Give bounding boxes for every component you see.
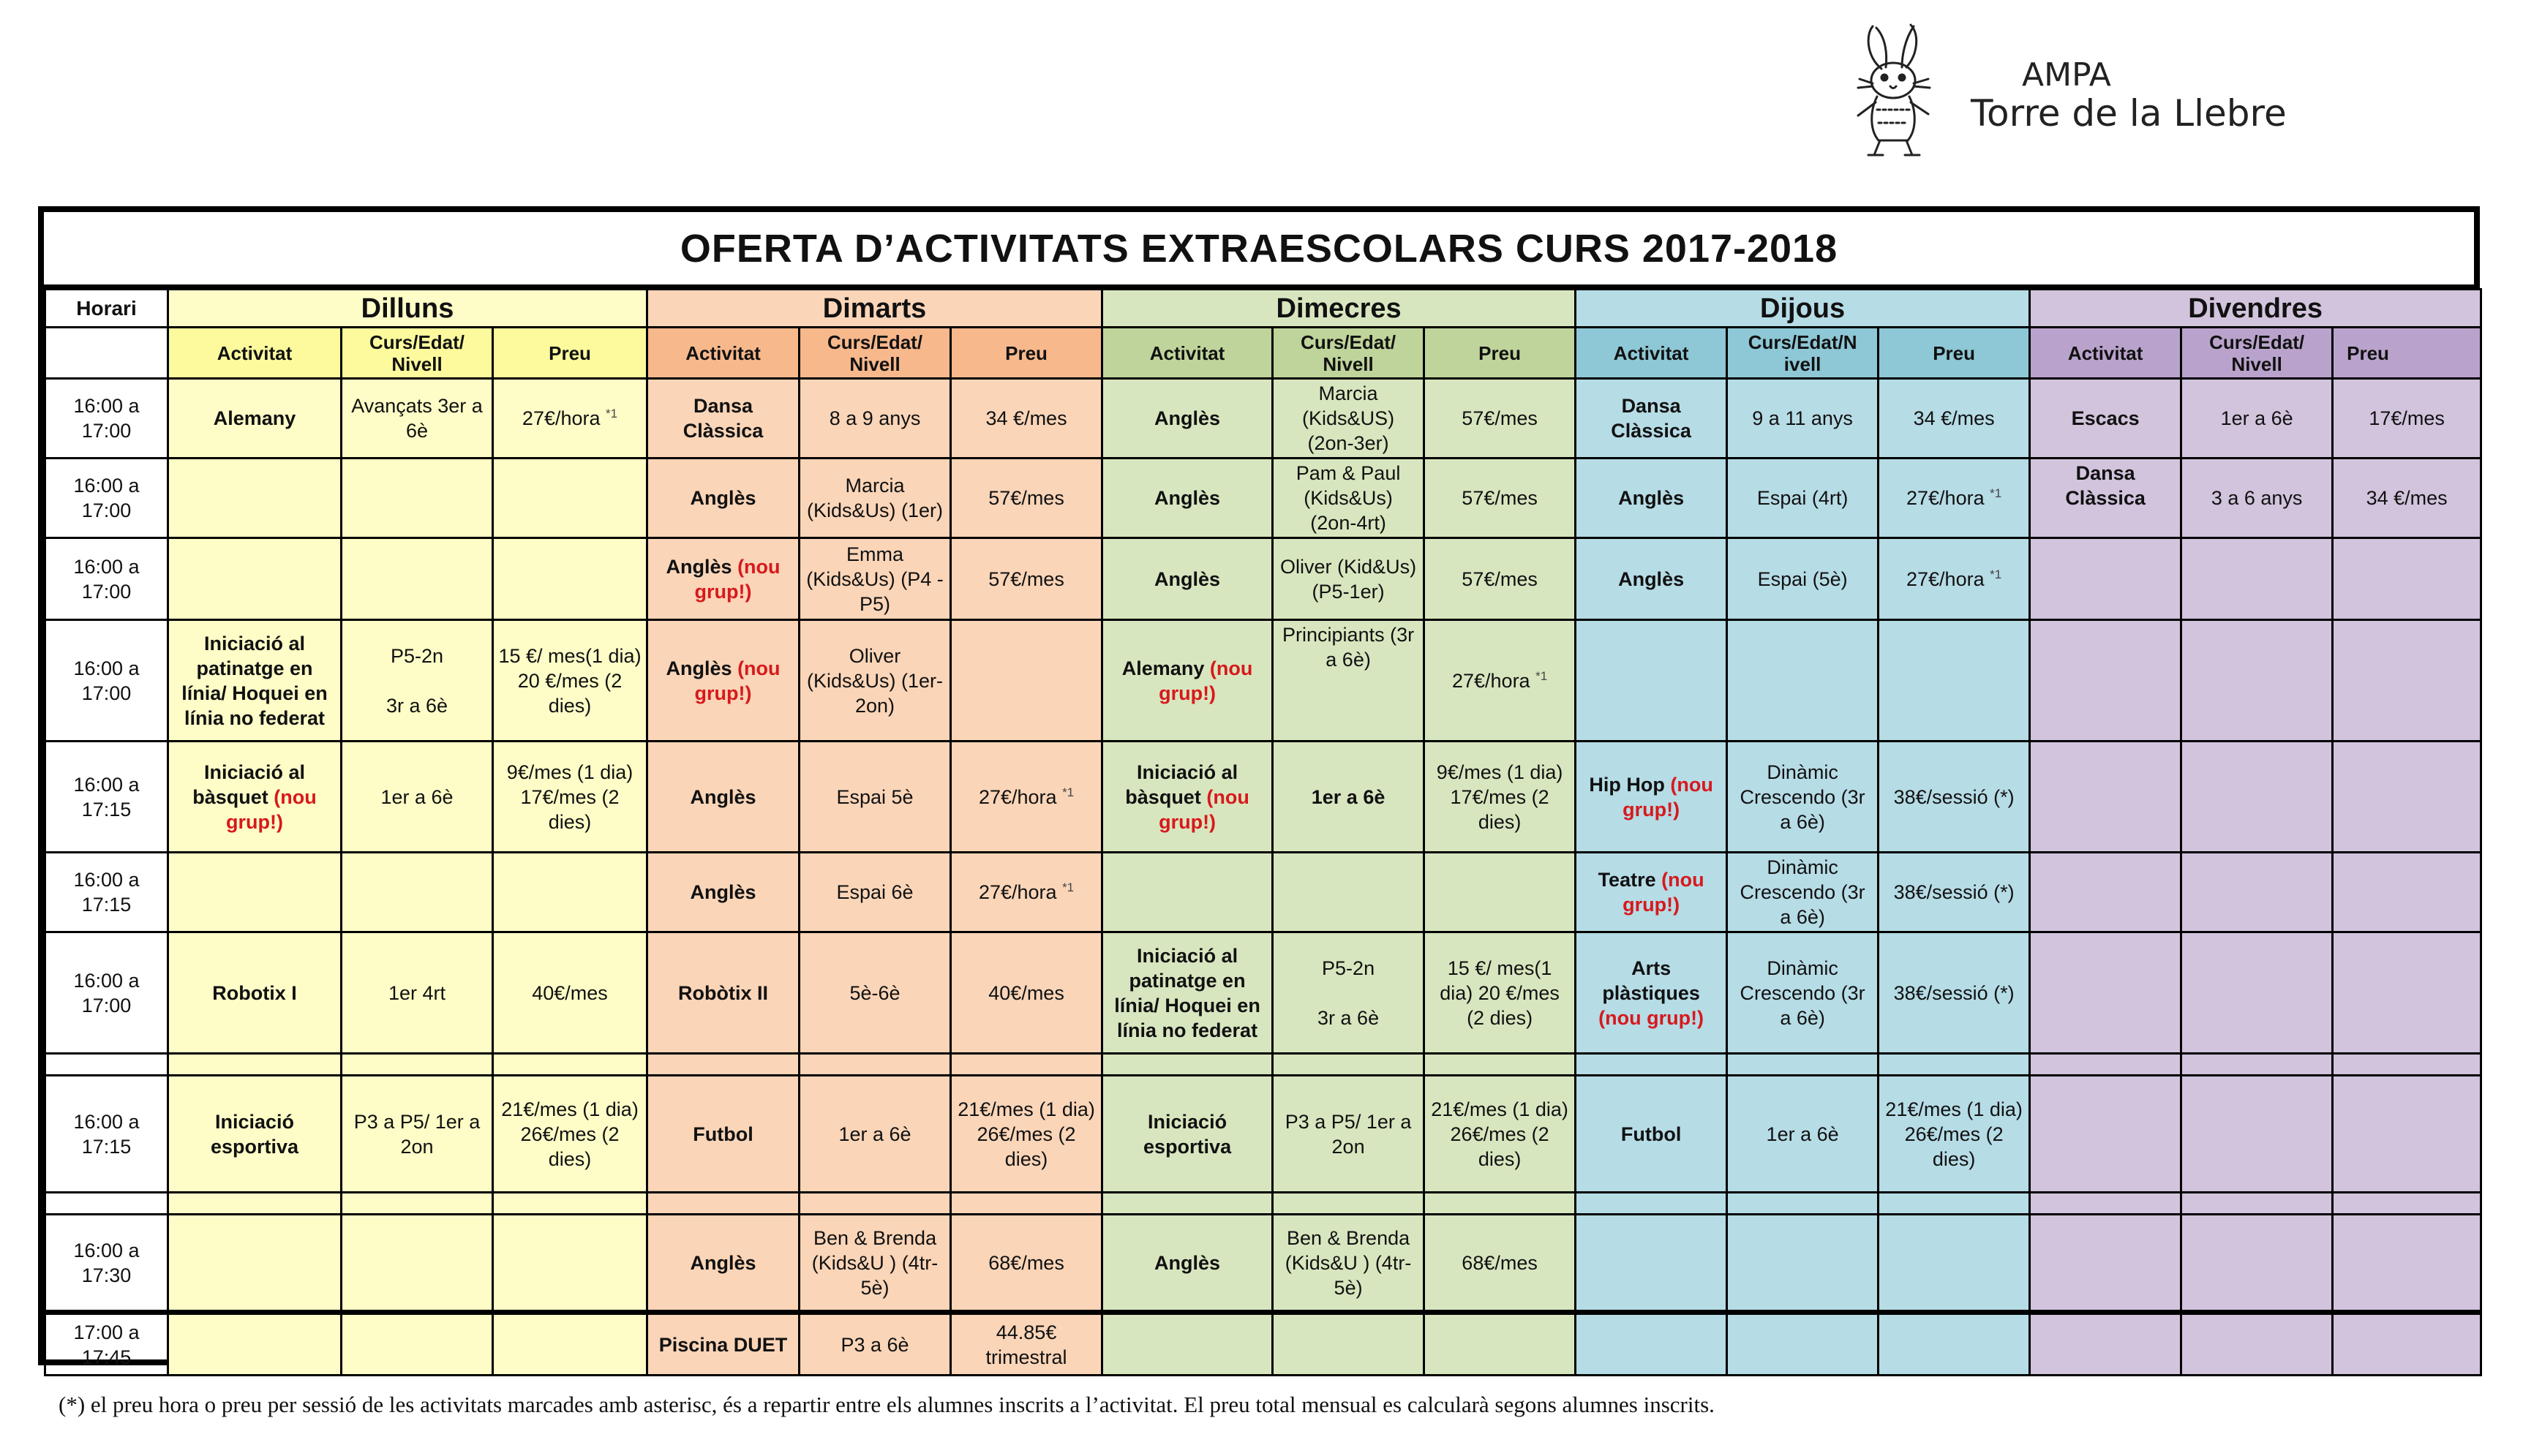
empty-cell (168, 853, 342, 932)
level-cell: Ben & Brenda (Kids&U ) (4tr-5è) (800, 1215, 951, 1313)
empty-cell (168, 538, 342, 620)
price-cell: 57€/mes (951, 538, 1102, 620)
price-text: 27€/hora (1906, 567, 1985, 590)
price-cell: 57€/mes (951, 459, 1102, 538)
empty-cell (647, 1054, 800, 1076)
empty-cell (1273, 1054, 1424, 1076)
empty-cell (1879, 1193, 2030, 1215)
level-cell: Ben & Brenda (Kids&U ) (4tr-5è) (1273, 1215, 1424, 1313)
empty-cell (1273, 853, 1424, 932)
level-cell: Dinàmic Crescendo (3r a 6è) (1727, 932, 1879, 1054)
time-cell: 16:00 a 17:15 (45, 1076, 168, 1193)
empty-cell (342, 1193, 493, 1215)
col-header-preu: Preu (1879, 328, 2030, 379)
empty-cell (493, 1313, 647, 1376)
empty-cell (1727, 1313, 1879, 1376)
day-header-divendres: Divendres (2030, 290, 2481, 328)
level-cell: 9 a 11 anys (1727, 379, 1879, 459)
page-title: OFERTA D’ACTIVITATS EXTRAESCOLARS CURS 2017-2018 (44, 212, 2474, 288)
price-cell: 68€/mes (951, 1215, 1102, 1313)
activity-cell: Iniciació esportiva (168, 1076, 342, 1193)
level-cell: Avançats 3er a 6è (342, 379, 493, 459)
empty-cell (1727, 1215, 1879, 1313)
schedule-frame (38, 206, 2480, 1368)
activity-cell (1576, 742, 1727, 853)
activity-cell: Futbol (647, 1076, 800, 1193)
separator-row (45, 1054, 2481, 1076)
empty-cell (1102, 853, 1273, 932)
price-cell: 9€/mes (1 dia) 17€/mes (2 dies) (493, 742, 647, 853)
col-header-activitat: Activitat (647, 328, 800, 379)
empty-cell (1424, 1313, 1576, 1376)
level-line: P5-2n (390, 644, 444, 667)
empty-cell (1102, 1193, 1273, 1215)
activity-text: Iniciació al bàsquet (1125, 761, 1238, 808)
empty-cell (1273, 1313, 1424, 1376)
activity-cell: Anglès (647, 1215, 800, 1313)
price-cell: 38€/sessió (*) (1879, 932, 2030, 1054)
new-group-label: (nou grup!) (1159, 785, 1249, 833)
activity-cell (647, 538, 800, 620)
level-cell: P3 a 6è (800, 1313, 951, 1376)
asterisk-mark: *1 (1062, 880, 1075, 894)
price-cell (1424, 620, 1576, 742)
col-header-curs: Curs/Edat/ Nivell (2181, 328, 2333, 379)
activity-cell: Piscina DUET (647, 1313, 800, 1376)
empty-cell (1424, 853, 1576, 932)
new-group-label: (nou grup!) (694, 657, 781, 704)
separator-row (45, 1193, 2481, 1215)
empty-cell (493, 459, 647, 538)
price-cell: 34 €/mes (1879, 379, 2030, 459)
price-cell: 38€/sessió (*) (1879, 742, 2030, 853)
empty-cell (1576, 1054, 1727, 1076)
table-row (45, 1076, 2481, 1193)
empty-cell (2181, 1313, 2333, 1376)
col-header-curs: Curs/Edat/ Nivell (1273, 328, 1424, 379)
empty-cell (1273, 1193, 1424, 1215)
empty-cell (342, 538, 493, 620)
time-cell: 16:00 a 17:00 (45, 379, 168, 459)
level-cell: 1er a 6è (800, 1076, 951, 1193)
activity-text: Alemany (1121, 657, 1205, 679)
empty-cell (2181, 932, 2333, 1054)
price-text: 27€/hora (978, 881, 1057, 903)
table-row (45, 459, 2481, 538)
activity-text: Anglès (666, 555, 732, 578)
activity-cell: Futbol (1576, 1076, 1727, 1193)
time-cell: 16:00 a 17:00 (45, 538, 168, 620)
activity-cell: Anglès (1102, 538, 1273, 620)
empty-cell (2333, 620, 2481, 742)
col-header-activitat: Activitat (1576, 328, 1727, 379)
time-cell: 16:00 a 17:15 (45, 853, 168, 932)
empty-cell (342, 459, 493, 538)
empty-cell (2333, 1076, 2481, 1193)
level-cell: Espai 6è (800, 853, 951, 932)
empty-cell (493, 538, 647, 620)
hare-mascot-icon (1843, 20, 1953, 159)
level-cell: Oliver (Kid&Us) (P5-1er) (1273, 538, 1424, 620)
day-header-dimarts: Dimarts (647, 290, 1102, 328)
activity-cell: Robòtix II (647, 932, 800, 1054)
price-cell: 34 €/mes (2333, 459, 2481, 538)
empty-cell (2333, 932, 2481, 1054)
activity-cell: Dansa Clàssica (1576, 379, 1727, 459)
empty-cell (2030, 620, 2181, 742)
empty-cell (1879, 1313, 2030, 1376)
table-row (45, 1313, 2481, 1376)
col-header-preu: Preu (493, 328, 647, 379)
empty-cell (342, 853, 493, 932)
empty-cell (493, 1054, 647, 1076)
activity-cell (1576, 853, 1727, 932)
activity-cell: Escacs (2030, 379, 2181, 459)
price-cell (1879, 459, 2030, 538)
empty-cell (1727, 1193, 1879, 1215)
day-header-row (45, 290, 2481, 328)
activity-cell (1102, 742, 1273, 853)
price-cell: 21€/mes (1 dia) 26€/mes (2 dies) (493, 1076, 647, 1193)
asterisk-mark: *1 (1990, 486, 2002, 500)
empty-cell (493, 1193, 647, 1215)
price-text: 27€/hora (978, 785, 1057, 808)
day-header-dijous: Dijous (1576, 290, 2030, 328)
horari-header: Horari (45, 290, 168, 328)
price-cell: 15 €/ mes(1 dia) 20 €/mes (2 dies) (493, 620, 647, 742)
level-cell: Espai (5è) (1727, 538, 1879, 620)
empty-cell (2181, 1054, 2333, 1076)
empty-cell (2333, 853, 2481, 932)
activity-cell (1102, 620, 1273, 742)
empty-cell (2030, 932, 2181, 1054)
level-cell: Espai 5è (800, 742, 951, 853)
time-cell: 17:00 a 17:45 (45, 1313, 168, 1376)
column-header-row (45, 328, 2481, 379)
price-cell: 21€/mes (1 dia) 26€/mes (2 dies) (951, 1076, 1102, 1193)
new-group-label: (nou grup!) (1623, 773, 1713, 821)
col-header-curs: Curs/Edat/N ivell (1727, 328, 1879, 379)
empty-cell (800, 1193, 951, 1215)
price-cell (951, 853, 1102, 932)
level-cell: Dinàmic Crescendo (3r a 6è) (1727, 853, 1879, 932)
empty-cell (1879, 1054, 2030, 1076)
empty-cell (2030, 742, 2181, 853)
empty-cell (168, 1193, 342, 1215)
new-group-label: (nou grup!) (226, 785, 317, 833)
activity-cell: Anglès (1102, 379, 1273, 459)
empty-cell (2181, 742, 2333, 853)
table-row (45, 853, 2481, 932)
col-header-activitat: Activitat (2030, 328, 2181, 379)
level-cell: 1er a 6è (342, 742, 493, 853)
activity-cell: Anglès (647, 742, 800, 853)
level-cell: P3 a P5/ 1er a 2on (342, 1076, 493, 1193)
table-row (45, 379, 2481, 459)
empty-cell (1576, 1313, 1727, 1376)
empty-cell (342, 1313, 493, 1376)
level-cell (342, 620, 493, 742)
level-cell: Marcia (Kids&Us) (1er) (800, 459, 951, 538)
empty-cell (1576, 1215, 1727, 1313)
empty-cell (1102, 1313, 1273, 1376)
level-cell: 1er 4rt (342, 932, 493, 1054)
schedule-table (44, 288, 2482, 1376)
empty-cell (951, 1054, 1102, 1076)
empty-cell (2030, 1193, 2181, 1215)
activity-cell: Anglès (647, 459, 800, 538)
empty-cell (168, 1215, 342, 1313)
table-row (45, 538, 2481, 620)
empty-cell (168, 1313, 342, 1376)
activity-cell: Iniciació esportiva (1102, 1076, 1273, 1193)
empty-cell (2030, 1054, 2181, 1076)
table-row (45, 932, 2481, 1054)
empty-cell (2333, 742, 2481, 853)
time-cell: 16:00 a 17:00 (45, 932, 168, 1054)
level-line: 3r a 6è (1317, 1006, 1380, 1029)
level-cell: P3 a P5/ 1er a 2on (1273, 1076, 1424, 1193)
activity-cell (168, 742, 342, 853)
day-header-dimecres: Dimecres (1102, 290, 1576, 328)
empty-cell (493, 853, 647, 932)
price-cell: 57€/mes (1424, 379, 1576, 459)
empty-cell (2030, 1076, 2181, 1193)
empty-cell (2030, 1313, 2181, 1376)
level-cell: 1er a 6è (1727, 1076, 1879, 1193)
level-cell: 1er a 6è (1273, 742, 1424, 853)
blank-header-cell (45, 328, 168, 379)
empty-cell (168, 459, 342, 538)
empty-cell (2181, 538, 2333, 620)
new-group-label: (nou grup!) (1598, 1006, 1704, 1029)
activity-cell (1576, 932, 1727, 1054)
empty-cell (800, 1054, 951, 1076)
price-cell: 15 €/ mes(1 dia) 20 €/mes (2 dies) (1424, 932, 1576, 1054)
price-text: 27€/hora (1906, 487, 1985, 509)
empty-cell (1424, 1193, 1576, 1215)
price-cell: 21€/mes (1 dia) 26€/mes (2 dies) (1879, 1076, 2030, 1193)
activity-text: Iniciació al bàsquet (192, 761, 306, 808)
price-cell: 9€/mes (1 dia) 17€/mes (2 dies) (1424, 742, 1576, 853)
activity-text: Hip Hop (1589, 773, 1665, 796)
empty-cell (2181, 620, 2333, 742)
level-line: 3r a 6è (386, 694, 448, 717)
empty-cell (1576, 620, 1727, 742)
empty-cell (45, 1054, 168, 1076)
ampa-logo (1843, 20, 2355, 159)
price-cell: 38€/sessió (*) (1879, 853, 2030, 932)
empty-cell (493, 1215, 647, 1313)
activity-cell: Anglès (1576, 459, 1727, 538)
empty-cell (1879, 1215, 2030, 1313)
time-cell: 16:00 a 17:15 (45, 742, 168, 853)
level-cell: Dinàmic Crescendo (3r a 6è) (1727, 742, 1879, 853)
level-cell: 3 a 6 anys (2181, 459, 2333, 538)
level-cell: Principiants (3r a 6è) (1273, 620, 1424, 742)
activity-cell: Dansa Clàssica (2030, 459, 2181, 538)
asterisk-mark: *1 (1535, 668, 1548, 683)
activity-cell: Iniciació al patinatge en línia/ Hoquei en línia no federat (1102, 932, 1273, 1054)
empty-cell (2030, 1215, 2181, 1313)
activity-cell: Anglès (1576, 538, 1727, 620)
empty-cell (2181, 853, 2333, 932)
asterisk-mark: *1 (1990, 567, 2002, 581)
price-cell: 57€/mes (1424, 459, 1576, 538)
asterisk-mark: *1 (1062, 785, 1075, 799)
level-cell: Emma (Kids&Us) (P4 -P5) (800, 538, 951, 620)
logo-org-text: AMPA (2022, 56, 2111, 94)
time-cell: 16:00 a 17:30 (45, 1215, 168, 1313)
level-line: P5-2n (1322, 957, 1375, 979)
new-group-label: (nou grup!) (1623, 869, 1704, 916)
empty-cell (951, 1193, 1102, 1215)
empty-cell (2333, 538, 2481, 620)
price-cell (951, 742, 1102, 853)
activity-cell (647, 620, 800, 742)
level-cell: Marcia (Kids&US) (2on-3er) (1273, 379, 1424, 459)
col-header-activitat: Activitat (1102, 328, 1273, 379)
empty-cell (2181, 1193, 2333, 1215)
level-cell: Espai (4rt) (1727, 459, 1879, 538)
activity-text: Arts plàstiques (1602, 957, 1700, 1004)
empty-cell (45, 1193, 168, 1215)
col-header-activitat: Activitat (168, 328, 342, 379)
day-header-dilluns: Dilluns (168, 290, 647, 328)
empty-cell (342, 1215, 493, 1313)
empty-cell (2181, 1215, 2333, 1313)
empty-cell (1424, 1054, 1576, 1076)
activity-text: Anglès (666, 657, 732, 679)
col-header-curs: Curs/Edat/ Nivell (342, 328, 493, 379)
level-cell: 8 a 9 anys (800, 379, 951, 459)
empty-cell (2333, 1313, 2481, 1376)
price-cell (493, 379, 647, 459)
activity-cell: Anglès (1102, 1215, 1273, 1313)
empty-cell (2181, 1076, 2333, 1193)
empty-cell (951, 620, 1102, 742)
activity-cell: Anglès (1102, 459, 1273, 538)
level-cell: 1er a 6è (2181, 379, 2333, 459)
empty-cell (2333, 1193, 2481, 1215)
empty-cell (2030, 538, 2181, 620)
table-row (45, 620, 2481, 742)
empty-cell (1576, 1193, 1727, 1215)
activity-cell: Anglès (647, 853, 800, 932)
empty-cell (1727, 620, 1879, 742)
asterisk-mark: *1 (606, 407, 618, 420)
time-cell: 16:00 a 17:00 (45, 459, 168, 538)
price-cell: 21€/mes (1 dia) 26€/mes (2 dies) (1424, 1076, 1576, 1193)
price-cell: 57€/mes (1424, 538, 1576, 620)
price-cell: 34 €/mes (951, 379, 1102, 459)
level-cell: 5è-6è (800, 932, 951, 1054)
price-cell: 17€/mes (2333, 379, 2481, 459)
col-header-curs: Curs/Edat/ Nivell (800, 328, 951, 379)
empty-cell (342, 1054, 493, 1076)
table-row (45, 742, 2481, 853)
level-cell: Oliver (Kids&Us) (1er-2on) (800, 620, 951, 742)
empty-cell (2333, 1215, 2481, 1313)
footnote: (*) el preu hora o preu per sessió de les activitats marcades amb asterisc, és a repartir entre els alumnes inscrits a l’activitat. El preu total mensual es calcularà segons alumnes inscrits. (59, 1392, 1715, 1417)
col-header-preu: Preu (2333, 328, 2481, 379)
empty-cell (168, 1054, 342, 1076)
logo-school-name: Torre de la Llebre (1971, 92, 2287, 135)
new-group-label: (nou grup!) (1159, 657, 1253, 704)
time-cell: 16:00 a 17:00 (45, 620, 168, 742)
price-text: 27€/hora (1451, 669, 1530, 692)
empty-cell (2030, 853, 2181, 932)
table-row (45, 1215, 2481, 1313)
price-cell: 44.85€ trimestral (951, 1313, 1102, 1376)
empty-cell (2333, 1054, 2481, 1076)
price-cell: 68€/mes (1424, 1215, 1576, 1313)
col-header-preu: Preu (951, 328, 1102, 379)
empty-cell (1102, 1054, 1273, 1076)
activity-cell: Robotix I (168, 932, 342, 1054)
price-cell: 40€/mes (951, 932, 1102, 1054)
activity-cell: Alemany (168, 379, 342, 459)
activity-text: Teatre (1598, 869, 1656, 891)
price-text: 27€/hora (522, 407, 601, 429)
empty-cell (1727, 1054, 1879, 1076)
activity-cell: Dansa Clàssica (647, 379, 800, 459)
price-cell: 40€/mes (493, 932, 647, 1054)
activity-cell: Iniciació al patinatge en línia/ Hoquei en línia no federat (168, 620, 342, 742)
level-cell: Pam & Paul (Kids&Us) (2on-4rt) (1273, 459, 1424, 538)
level-cell (1273, 932, 1424, 1054)
empty-cell (1879, 620, 2030, 742)
empty-cell (647, 1193, 800, 1215)
new-group-label: (nou grup!) (694, 555, 781, 603)
col-header-preu: Preu (1424, 328, 1576, 379)
price-cell (1879, 538, 2030, 620)
